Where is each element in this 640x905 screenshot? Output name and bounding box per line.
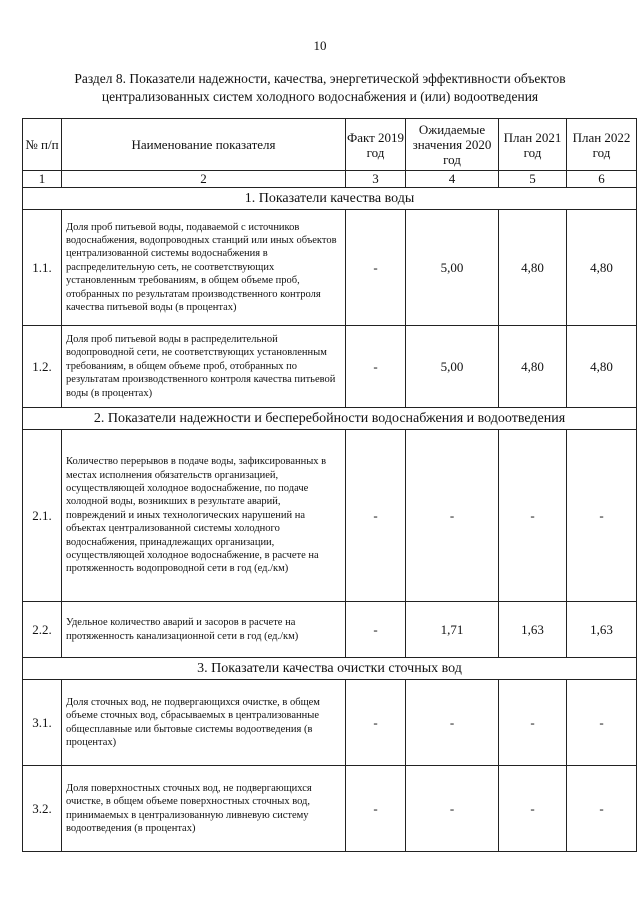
column-number-row [23, 171, 637, 188]
plan-2021-value: 4,80 [499, 326, 567, 408]
header-num: № п/п [23, 119, 62, 171]
plan-2021-value: - [499, 766, 567, 852]
plan-2022-value: - [567, 766, 637, 852]
row-number: 1.1. [23, 210, 62, 326]
indicator-name-text: Количество перерывов в подаче воды, зафиксированных в местах исполнения обязательств организацией, осуществляющей холодное водоснабжение, по подаче холодной воды, возникших в результате аварий, повреждений и иных технологических нарушений на объектах централизованной системы холодного водоснабжения, принадлежащих организации, осуществляющей холодное водоснабжение, в расчете на протяженность водопроводной сети в год (ед./км) [66, 456, 327, 575]
fact-value: - [346, 210, 406, 326]
indicator-name-text: Доля поверхностных сточных вод, не подвергающихся очистке, в общем объеме поверхностных сточных вод, принимаемых в централизованную ливневую систему водоотведения (в процентах) [66, 782, 312, 834]
column-number: 1 [23, 171, 62, 188]
fact-value: - [346, 430, 406, 602]
header-plan-2021: План 2021 год [499, 119, 567, 171]
row-number: 3.1. [23, 680, 62, 766]
column-number: 4 [406, 171, 499, 188]
indicator-name-text: Удельное количество аварий и засоров в расчете на протяженность канализационной сети в год (ед./км) [66, 617, 299, 642]
fact-value: - [346, 680, 406, 766]
plan-2022-value: - [567, 680, 637, 766]
fact-value: - [346, 766, 406, 852]
row-number: 2.2. [23, 602, 62, 658]
indicator-name [62, 680, 346, 766]
table-row [23, 680, 637, 766]
plan-2021-value: - [499, 680, 567, 766]
group-title: 1. Показатели качества воды [23, 188, 637, 210]
indicator-name-text: Доля сточных вод, не подвергающихся очистке, в общем объеме сточных вод, сбрасываемых в централизованные общесплавные или бытовые системы водоотведения (в процентах) [66, 696, 320, 748]
group-row [23, 658, 637, 680]
section-title-line-2: централизованных систем холодного водоснабжения и (или) водоотведения [101, 89, 539, 104]
expected-value: 5,00 [406, 210, 499, 326]
fact-value: - [346, 326, 406, 408]
plan-2021-value: 1,63 [499, 602, 567, 658]
table-row [23, 430, 637, 602]
plan-2022-value: 1,63 [567, 602, 637, 658]
indicator-name [62, 602, 346, 658]
plan-2022-value: 4,80 [567, 210, 637, 326]
header-name: Наименование показателя [62, 119, 346, 171]
expected-value: - [406, 680, 499, 766]
group-row [23, 188, 637, 210]
indicators-table [22, 118, 637, 852]
expected-value: 1,71 [406, 602, 499, 658]
group-title: 3. Показатели качества очистки сточных вод [23, 658, 637, 680]
plan-2021-value: - [499, 430, 567, 602]
section-title-line-1: Раздел 8. Показатели надежности, качества, энергетической эффективности объектов [74, 71, 566, 86]
expected-value: - [406, 766, 499, 852]
section-title [20, 70, 620, 106]
column-number: 2 [62, 171, 346, 188]
table-row [23, 326, 637, 408]
indicator-name [62, 430, 346, 602]
expected-value: - [406, 430, 499, 602]
indicator-name [62, 766, 346, 852]
column-number: 5 [499, 171, 567, 188]
group-row [23, 408, 637, 430]
indicator-name-text: Доля проб питьевой воды в распределительной водопроводной сети, не соответствующих установленным требованиям, в общем объеме проб, отобранных по результатам производственного контроля качества питьевой воды (в процентах) [66, 333, 336, 399]
plan-2022-value: 4,80 [567, 326, 637, 408]
plan-2021-value: 4,80 [499, 210, 567, 326]
row-number: 1.2. [23, 326, 62, 408]
column-number: 6 [567, 171, 637, 188]
indicator-name-text: Доля проб питьевой воды, подаваемой с источников водоснабжения, водопроводных станций или иных объектов централизованной системы водоснабжения в распределительную сеть, не соответствующих установленным требованиям, в общем объеме проб, отобранных по результатам производственного контроля качества питьевой воды (в процентах) [66, 221, 337, 314]
indicator-name [62, 326, 346, 408]
expected-value: 5,00 [406, 326, 499, 408]
table-row [23, 602, 637, 658]
row-number: 3.2. [23, 766, 62, 852]
column-number: 3 [346, 171, 406, 188]
page-number: 10 [313, 38, 327, 53]
row-number: 2.1. [23, 430, 62, 602]
header-fact: Факт 2019 год [346, 119, 406, 171]
group-title: 2. Показатели надежности и бесперебойности водоснабжения и водоотведения [23, 408, 637, 430]
table-row [23, 766, 637, 852]
plan-2022-value: - [567, 430, 637, 602]
header-expected: Ожидаемые значения 2020 год [406, 119, 499, 171]
header-row [23, 119, 637, 171]
indicator-name [62, 210, 346, 326]
header-plan-2022: План 2022 год [567, 119, 637, 171]
table-row [23, 210, 637, 326]
fact-value: - [346, 602, 406, 658]
